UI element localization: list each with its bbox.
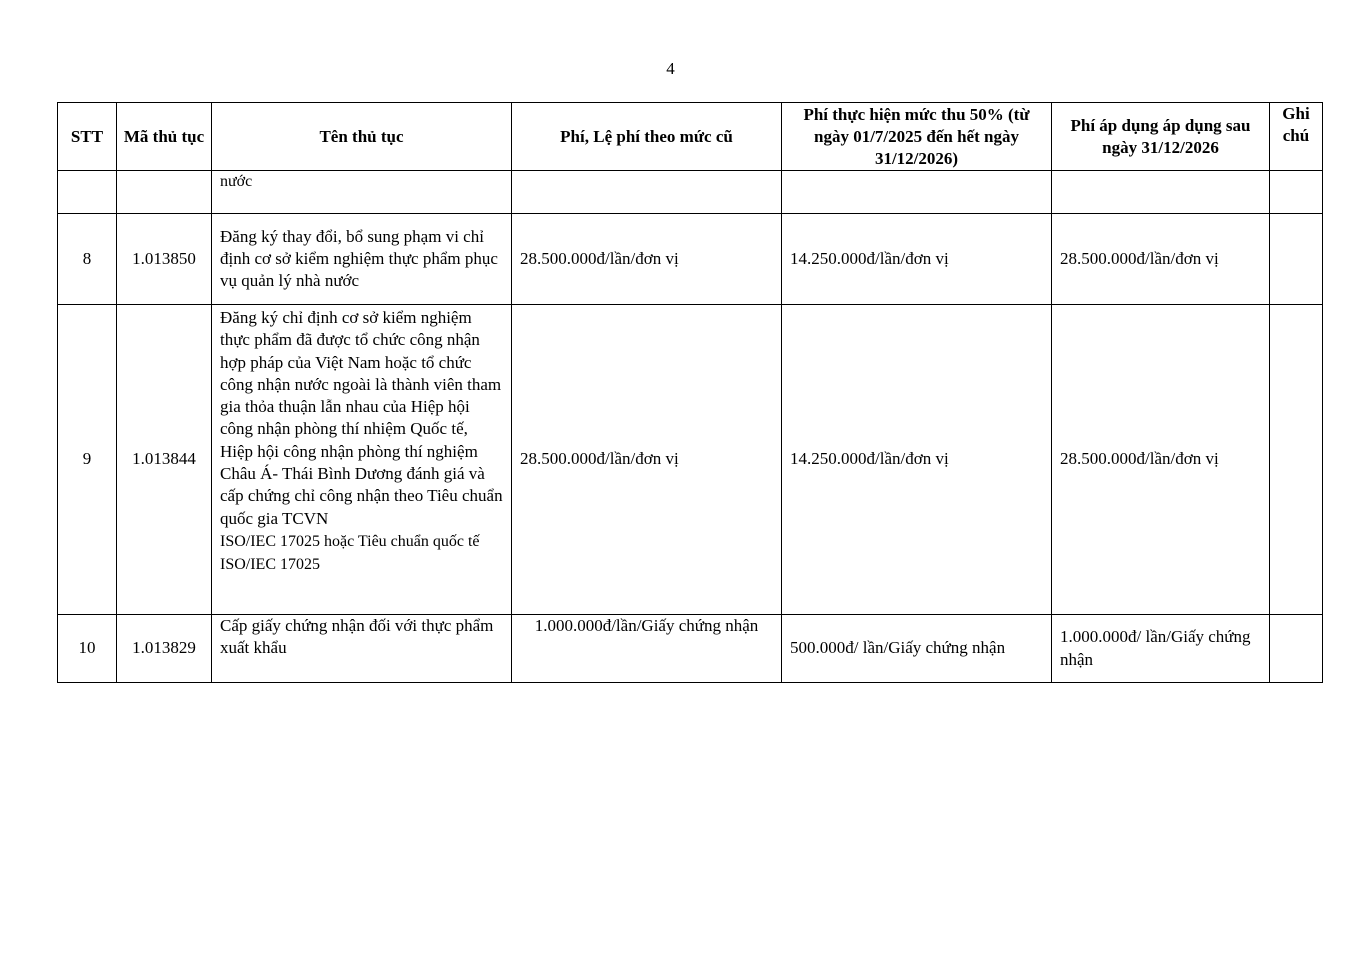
cell-after-fee	[1052, 171, 1270, 214]
cell-stt	[58, 171, 117, 214]
cell-stt: 10	[58, 615, 117, 683]
header-note: Ghi chú	[1270, 103, 1323, 171]
table-row	[58, 305, 1323, 615]
cell-ten: Đăng ký thay đổi, bổ sung phạm vi chỉ định cơ sở kiểm nghiệm thực phẩm phục vụ quản lý nhà nước	[212, 214, 512, 305]
cell-old-fee: 28.500.000đ/lần/đơn vị	[512, 214, 782, 305]
cell-ma: 1.013844	[117, 305, 212, 615]
cell-after-fee: 1.000.000đ/ lần/Giấy chứng nhận	[1052, 615, 1270, 683]
cell-after-fee: 28.500.000đ/lần/đơn vị	[1052, 214, 1270, 305]
cell-note	[1270, 214, 1323, 305]
cell-half-fee	[782, 171, 1052, 214]
header-row	[58, 103, 1323, 171]
header-stt: STT	[58, 103, 117, 171]
fee-table	[57, 102, 1323, 683]
table-row	[58, 615, 1323, 683]
header-half-fee: Phí thực hiện mức thu 50% (từ ngày 01/7/2025 đến hết ngày 31/12/2026)	[782, 103, 1052, 171]
cell-ten-tail: ISO/IEC 17025 hoặc Tiêu chuẩn quốc tế ISO/IEC 17025	[220, 532, 480, 574]
cell-stt: 9	[58, 305, 117, 615]
cell-after-fee: 28.500.000đ/lần/đơn vị	[1052, 305, 1270, 615]
cell-ten: Cấp giấy chứng nhận đối với thực phẩm xuất khẩu	[212, 615, 512, 683]
cell-old-fee	[512, 171, 782, 214]
cell-ma	[117, 171, 212, 214]
cell-note	[1270, 615, 1323, 683]
cell-ma: 1.013850	[117, 214, 212, 305]
cell-ten-main: Đăng ký chỉ định cơ sở kiểm nghiệm thực phẩm đã được tổ chức công nhận hợp pháp của Việt Nam hoặc tổ chức công nhận nước ngoài là thành viên tham gia thỏa thuận lẫn nhau của Hiệp hội công nhận phòng thí nhiệm Quốc tế, Hiệp hội công nhận phòng thí nghiệm Châu Á- Thái Bình Dương đánh giá và cấp chứng chỉ công nhận theo Tiêu chuẩn quốc gia TCVN	[220, 308, 503, 528]
cell-old-fee: 28.500.000đ/lần/đơn vị	[512, 305, 782, 615]
cell-note	[1270, 305, 1323, 615]
cell-half-fee: 14.250.000đ/lần/đơn vị	[782, 305, 1052, 615]
header-ma-thu-tuc: Mã thủ tục	[117, 103, 212, 171]
cell-ma: 1.013829	[117, 615, 212, 683]
cell-half-fee: 500.000đ/ lần/Giấy chứng nhận	[782, 615, 1052, 683]
cell-ten: nước	[212, 171, 512, 214]
cell-stt: 8	[58, 214, 117, 305]
cell-half-fee: 14.250.000đ/lần/đơn vị	[782, 214, 1052, 305]
header-old-fee: Phí, Lệ phí theo mức cũ	[512, 103, 782, 171]
page-number: 4	[666, 59, 675, 78]
table-row-continuation	[58, 171, 1323, 214]
header-ten-thu-tuc: Tên thủ tục	[212, 103, 512, 171]
table-row	[58, 214, 1323, 305]
cell-old-fee: 1.000.000đ/lần/Giấy chứng nhận	[512, 615, 782, 683]
header-after-fee: Phí áp dụng áp dụng sau ngày 31/12/2026	[1052, 103, 1270, 171]
cell-ten	[212, 305, 512, 615]
cell-note	[1270, 171, 1323, 214]
